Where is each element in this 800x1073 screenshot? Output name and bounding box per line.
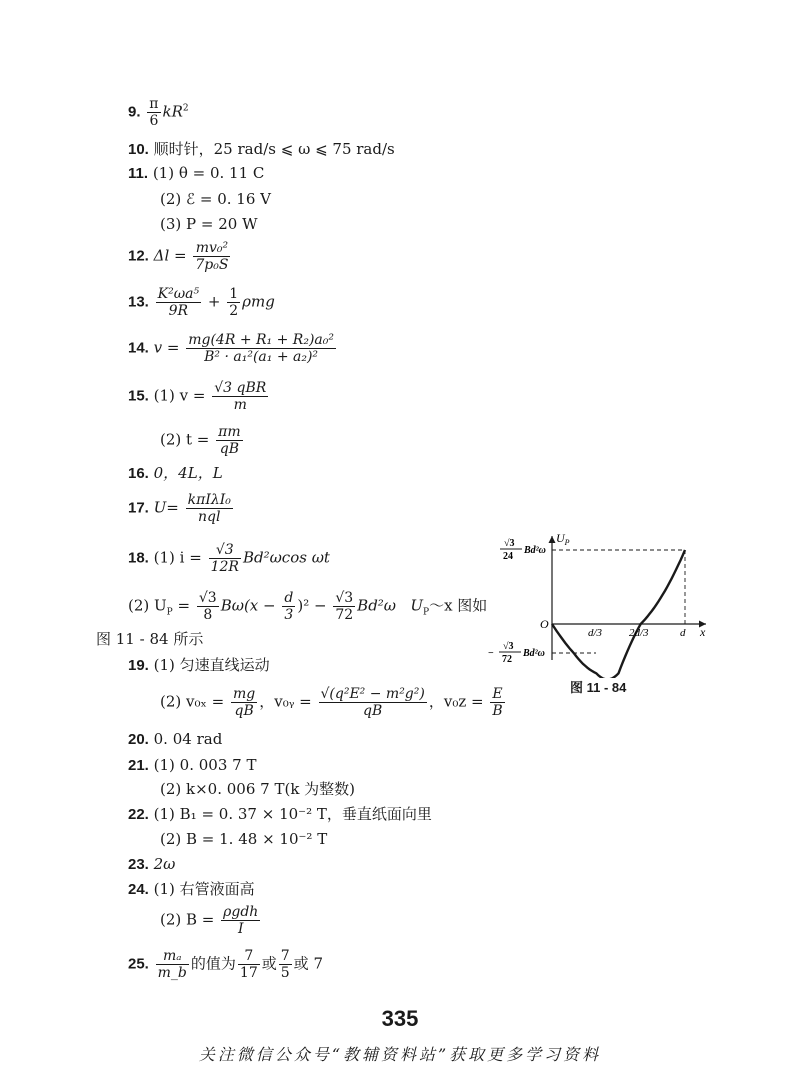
- answer-text: ，v₀ᵧ =: [259, 692, 312, 711]
- numerator: mg: [232, 686, 256, 702]
- item-number: 16.: [128, 465, 149, 482]
- answer-text: (2) ℰ = 0. 16 V: [160, 190, 271, 208]
- ymin-num: √3: [503, 641, 514, 652]
- answer-24: [128, 880, 255, 899]
- answer-22-part2: [160, 830, 327, 848]
- origin-label: O: [540, 617, 549, 631]
- answer-16: [128, 464, 223, 483]
- x-tick-d: d: [680, 627, 686, 639]
- answer-text: (1) B₁ = 0. 37 × 10⁻² T，垂直纸面向里: [153, 805, 432, 823]
- denominator: 9R: [168, 303, 189, 320]
- item-number: 21.: [128, 757, 149, 774]
- expr-term: Bd²ωcos ωt: [242, 548, 330, 567]
- item-number: 24.: [128, 881, 149, 898]
- numerator: mg(4R + R₁ + R₂)a₀²: [188, 332, 334, 348]
- item-number: 22.: [128, 806, 149, 823]
- item-number: 17.: [128, 499, 149, 517]
- figure-11-84: [488, 528, 720, 678]
- answer-text: 图 11 - 84 所示: [96, 630, 204, 648]
- denominator: 3: [284, 607, 294, 624]
- denominator: B: [492, 703, 503, 720]
- numerator: 7: [238, 948, 260, 965]
- answer-18-continuation: [96, 630, 203, 648]
- answer-20: [128, 730, 222, 749]
- answer-25: [128, 948, 323, 981]
- denominator: m: [233, 397, 247, 414]
- answer-11-part2: [160, 190, 271, 208]
- answer-11: [128, 164, 264, 183]
- expr-term: Δl =: [153, 246, 187, 265]
- answer-text: ，v₀z =: [428, 692, 484, 711]
- fraction: [279, 948, 292, 981]
- answer-text: (1) i =: [153, 548, 202, 567]
- denominator: qB: [219, 441, 240, 458]
- expr-term: Bω(x −: [220, 596, 276, 615]
- numerator: √(q²E² − m²g²): [320, 686, 425, 702]
- answer-text: 0，4L，L: [153, 464, 223, 482]
- fraction: [212, 380, 268, 413]
- expr-term: U=: [153, 498, 179, 517]
- subscript: P: [423, 607, 430, 618]
- answer-18-part2: [128, 590, 487, 623]
- answer-21-part2: [160, 780, 355, 798]
- denominator: 7p₀S: [195, 257, 229, 274]
- numerator: √3: [198, 590, 217, 606]
- expr-term: U: [410, 596, 424, 615]
- answer-text: (2) B = 1. 48 × 10⁻² T: [160, 830, 328, 848]
- answer-text: 2ω: [153, 855, 176, 873]
- answer-23: [128, 855, 175, 874]
- denominator: qB: [363, 703, 383, 720]
- expr-term: ρmg: [242, 292, 275, 311]
- answer-24-part2: [160, 904, 262, 937]
- up-curve: [552, 550, 685, 678]
- answer-text: (1) v =: [153, 386, 206, 405]
- item-number: 14.: [128, 339, 149, 357]
- exponent: 2: [182, 103, 189, 114]
- numerator: π: [149, 96, 159, 112]
- item-number: 19.: [128, 657, 149, 674]
- item-number: 9.: [128, 103, 141, 121]
- answer-text: (1) θ = 0. 11 C: [152, 164, 265, 182]
- fraction: [216, 424, 242, 457]
- numerator: K²ωa⁵: [157, 286, 200, 302]
- fraction: [156, 948, 189, 981]
- answer-19-part2: [160, 686, 507, 719]
- fraction: [193, 240, 230, 273]
- answer-14: [128, 332, 338, 365]
- fraction: [221, 904, 260, 937]
- ymin-den: 72: [502, 654, 512, 665]
- item-number: 15.: [128, 387, 149, 405]
- item-number: 11.: [128, 165, 149, 182]
- fraction: [333, 590, 355, 623]
- fraction: [186, 492, 233, 525]
- operator: =: [177, 596, 191, 615]
- answer-text: (2) B =: [160, 910, 215, 929]
- answer-text: (2) v₀ₓ =: [160, 692, 225, 711]
- denominator: I: [237, 921, 244, 938]
- answer-18: [128, 542, 330, 575]
- numerator: ρgdh: [223, 904, 259, 920]
- denominator: 6: [149, 113, 159, 130]
- denominator: B² · a₁²(a₁ + a₂)²: [204, 349, 319, 366]
- denominator: 12R: [210, 559, 239, 576]
- denominator: 2: [229, 303, 239, 320]
- denominator: nql: [198, 509, 221, 526]
- subscript: P: [166, 607, 173, 618]
- answer-9: [128, 96, 189, 129]
- numerator: d: [284, 590, 294, 606]
- x-axis-label: x: [700, 625, 706, 639]
- answer-text: 顺时针，25 rad/s ⩽ ω ⩽ 75 rad/s: [153, 140, 395, 158]
- denominator: 72: [335, 607, 354, 624]
- answer-text: (2) k×0. 006 7 T(k 为整数): [160, 780, 356, 798]
- denominator: qB: [234, 703, 254, 720]
- ymax-den: 24: [503, 551, 513, 562]
- y-axis-label: $U_P$: [556, 531, 570, 547]
- fraction: [197, 590, 219, 623]
- ymax-num: √3: [504, 538, 515, 549]
- numerator: E: [490, 686, 504, 703]
- answer-text: 或: [261, 954, 277, 973]
- answer-text: ～x 图如: [429, 596, 488, 615]
- x-tick-2d3: 2d/3: [629, 627, 649, 639]
- expr-term: kR: [162, 102, 183, 121]
- denominator: m_b: [157, 965, 187, 982]
- answer-22: [128, 805, 432, 824]
- item-number: 20.: [128, 731, 149, 748]
- answer-text: (3) P = 20 W: [160, 215, 258, 233]
- numerator: 1: [229, 286, 239, 302]
- numerator: πm: [218, 424, 241, 440]
- answer-17: [128, 492, 235, 525]
- answer-15: [128, 380, 270, 413]
- denominator: 5: [280, 965, 290, 982]
- expr-term: )² −: [297, 596, 327, 615]
- answer-text: (2) U: [128, 596, 167, 615]
- expr-term: v =: [153, 338, 180, 357]
- fraction: [227, 286, 240, 319]
- numerator: mₐ: [156, 948, 189, 965]
- answer-text: (2) t =: [160, 430, 210, 449]
- item-number: 12.: [128, 247, 149, 265]
- numerator: √3: [209, 542, 241, 559]
- item-number: 10.: [128, 141, 149, 158]
- ymin-tail: Bd²ω: [523, 648, 545, 659]
- operator: +: [207, 292, 221, 311]
- numerator: √3: [335, 590, 354, 606]
- answer-text: 或 7: [293, 954, 323, 973]
- ymax-tail: Bd²ω: [524, 545, 546, 556]
- fraction: [319, 686, 427, 719]
- answer-text: (1) 右管液面高: [153, 880, 255, 898]
- denominator: 17: [239, 965, 258, 982]
- item-number: 18.: [128, 549, 149, 567]
- fraction: [231, 686, 257, 719]
- answer-text: (1) 匀速直线运动: [153, 656, 270, 674]
- numerator: √3 qBR: [214, 380, 267, 396]
- item-number: 13.: [128, 293, 149, 311]
- answer-19: [128, 656, 270, 675]
- figure-caption: 图 11 - 84: [570, 680, 627, 695]
- expr-term: Bd²ω: [357, 596, 397, 615]
- answer-10: [128, 140, 395, 159]
- fraction: [186, 332, 336, 365]
- answer-12: [128, 240, 232, 273]
- answer-15-part2: [160, 424, 245, 457]
- fraction: [147, 96, 160, 129]
- answer-text: 的值为: [190, 954, 236, 973]
- numerator: 7: [280, 948, 290, 964]
- ymin-sign: −: [488, 648, 494, 659]
- footer-notice: 关注微信公众号“教辅资料站”获取更多学习资料: [198, 1045, 602, 1064]
- fraction: [238, 948, 260, 981]
- answer-text: (1) 0. 003 7 T: [153, 756, 257, 774]
- fraction: [282, 590, 295, 623]
- denominator: 8: [203, 607, 213, 624]
- answer-11-part3: [160, 215, 258, 233]
- answer-13: [128, 286, 275, 319]
- fraction: [490, 686, 504, 719]
- page-number: 335: [381, 1006, 419, 1031]
- x-tick-d3: d/3: [588, 627, 603, 639]
- fraction: [156, 286, 201, 319]
- answer-text: 0. 04 rad: [153, 730, 223, 748]
- item-number: 23.: [128, 856, 149, 873]
- answer-21: [128, 756, 256, 775]
- numerator: kπIλI₀: [187, 492, 231, 508]
- item-number: 25.: [128, 955, 149, 973]
- numerator: mv₀²: [193, 240, 230, 257]
- fraction: [209, 542, 241, 575]
